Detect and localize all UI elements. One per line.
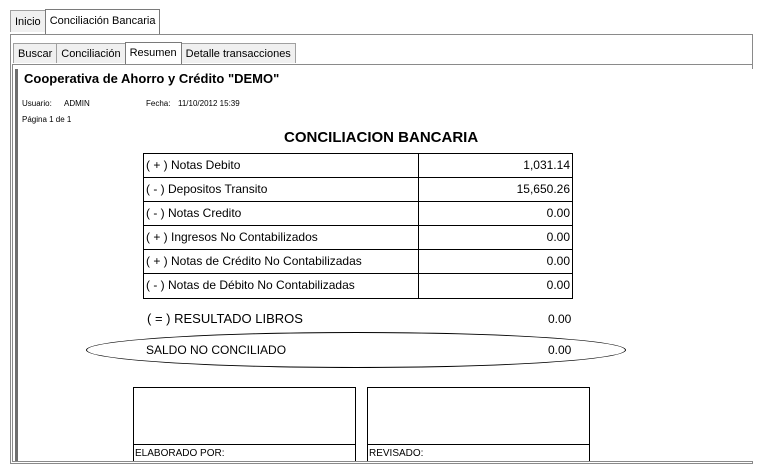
row-value: 0.00 — [546, 230, 570, 244]
table-row — [144, 154, 572, 178]
usuario-value: ADMIN — [64, 99, 90, 108]
table-row — [144, 226, 572, 250]
row-value: 15,650.26 — [516, 182, 570, 196]
table-row — [144, 274, 572, 298]
revisado-label: REVISADO: — [369, 448, 424, 459]
report-title: CONCILIACION BANCARIA — [284, 129, 479, 146]
elaborado-signature-box — [133, 387, 356, 461]
table-row — [144, 250, 572, 274]
row-value: 0.00 — [546, 278, 570, 292]
tab-conciliacion[interactable]: Conciliación — [56, 43, 125, 63]
row-value: 1,031.14 — [523, 158, 570, 172]
fecha-value: 11/10/2012 15:39 — [178, 99, 240, 108]
row-label: ( + ) Notas de Crédito No Contabilizadas — [144, 250, 419, 273]
saldo-no-conciliado-value: 0.00 — [548, 343, 572, 357]
elaborado-label: ELABORADO POR: — [135, 448, 225, 459]
table-row — [144, 178, 572, 202]
row-label: ( - ) Notas Credito — [144, 202, 419, 225]
tab-conciliacion-bancaria[interactable]: Conciliación Bancaria — [45, 9, 161, 34]
row-label: ( - ) Notas de Débito No Contabilizadas — [144, 274, 419, 298]
inner-tab-strip — [13, 43, 295, 65]
tab-inicio[interactable]: Inicio — [10, 10, 46, 32]
saldo-no-conciliado-label: SALDO NO CONCILIADO — [146, 343, 287, 357]
resultado-libros-label: ( = ) RESULTADO LIBROS — [147, 311, 303, 326]
revisado-signature-box — [367, 387, 590, 461]
company-name: Cooperativa de Ahorro y Crédito "DEMO" — [24, 71, 280, 86]
page-number: Página 1 de 1 — [22, 115, 72, 124]
tab-detalle-transacciones[interactable]: Detalle transacciones — [181, 43, 296, 63]
tab-buscar[interactable]: Buscar — [13, 43, 57, 63]
resultado-libros-value: 0.00 — [548, 312, 572, 326]
row-label: ( + ) Ingresos No Contabilizados — [144, 226, 419, 249]
fecha-label: Fecha: — [146, 99, 171, 108]
row-value: 0.00 — [546, 206, 570, 220]
row-label: ( + ) Notas Debito — [144, 154, 419, 177]
table-row — [144, 202, 572, 226]
usuario-label: Usuario: — [22, 99, 52, 108]
row-value: 0.00 — [546, 254, 570, 268]
summary-table — [143, 153, 573, 299]
outer-tab-strip — [10, 10, 159, 34]
row-label: ( - ) Depositos Transito — [144, 178, 419, 201]
tab-resumen[interactable]: Resumen — [125, 42, 182, 64]
signature-line — [368, 444, 589, 445]
signature-line — [134, 444, 355, 445]
report-page — [15, 69, 753, 461]
